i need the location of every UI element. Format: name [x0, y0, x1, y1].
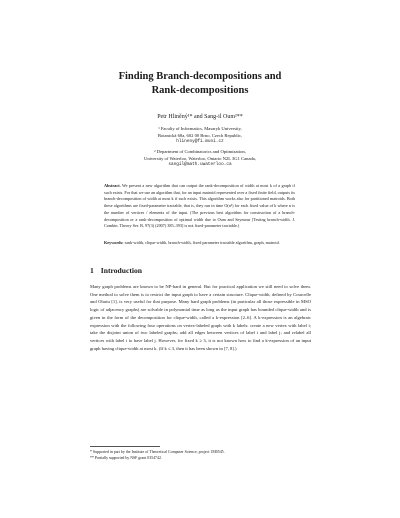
footnotes [90, 449, 311, 461]
affiliation-2 [60, 149, 340, 169]
author-line: Petr Hliněný¹* and Sang-il Oum²** [157, 114, 243, 120]
title-line-2: Rank-decompositions [151, 85, 249, 96]
abstract-label: Abstract. [104, 183, 121, 188]
intro-paragraph: Many graph problems are known to be NP-hard in general. But for practical application we still need to solve them. One method to solve them is to restrict the input graph to have a certain structure. Clique-width, defined by Courcelle and Olariu [1], is very useful for that purpose. Many hard graph problems (in particular all those expressible in MSO logic of adjacency graphs) are solvable in polynomial time as long as the input graph has bounded clique-width and is given in the form of the decomposition for clique-width, called a k-expression [2–6]. A k-expression is an algebraic expression with the following four operations on vertex-labeled graph with k labels: create a new vertex with label i; take the disjoint union of two labeled graphs; add all edges between vertices of label i and label j; and relabel all vertices with label i to have label j. However, for fixed k ≥ 3, it is not known how to find a k-expression of an input graph having clique-width at most k. (If k ≤ 3, then it has been shown in [7, 8].) [90, 284, 311, 351]
footnote-1: * Supported in part by the Institute of Theoretical Computer Science, project 1M0545. [90, 450, 225, 454]
affiliation-1 [60, 126, 340, 146]
footnote-2: ** Partially supported by NSF grant 0354742. [90, 456, 162, 460]
section-number: 1 [90, 266, 94, 275]
keywords-label: Keywords: [104, 240, 124, 245]
title-line-1: Finding Branch-decompositions and [118, 71, 282, 82]
keywords-text: rank-width, clique-width, branch-width, fixed parameter tractable algorithm, graph, matroid. [124, 240, 280, 245]
abstract-text: We present a new algorithm that can output the rank-decomposition of width at most k of a graph if such exists. For that we use an algorithm that, for an input matroid represented over a fixed finite field, outputs its branch-decomposition of width at most k if such exists. This algorithm works also for partitioned matroids. Both these algorithms are fixed-parameter tractable, that is, they run in time O(n³) for each fixed value of k where n is the number of vertices / elements of the input. (The previous best algorithm for construction of a branch-decomposition or a rank-decomposition of optimal width due to Oum and Seymour [Testing branch-width. J. Combin. Theory Ser. B, 97(3) (2007) 385–393] is not fixed-parameter tractable.) [104, 183, 295, 229]
abstract [104, 183, 295, 230]
affiliation-2-email: sangil@math.uwaterloo.ca [168, 162, 232, 168]
keywords [104, 240, 295, 247]
section-heading [90, 266, 142, 276]
affiliation-2-line: ² Department of Combinatorics and Optimization, [154, 149, 246, 154]
section-title: Introduction [100, 266, 143, 275]
footnote-rule [90, 446, 160, 447]
affiliation-1-email: hlineny@fi.muni.cz [176, 139, 224, 145]
paper-title [60, 70, 340, 98]
affiliation-2-line: University of Waterloo, Waterloo, Ontario N2L 3G1 Canada, [144, 155, 256, 161]
affiliation-1-line: ¹ Faculty of Informatics, Masaryk University, [158, 126, 242, 131]
affiliation-1-line: Botanická 68a, 602 00 Brno, Czech Republic, [157, 132, 243, 138]
